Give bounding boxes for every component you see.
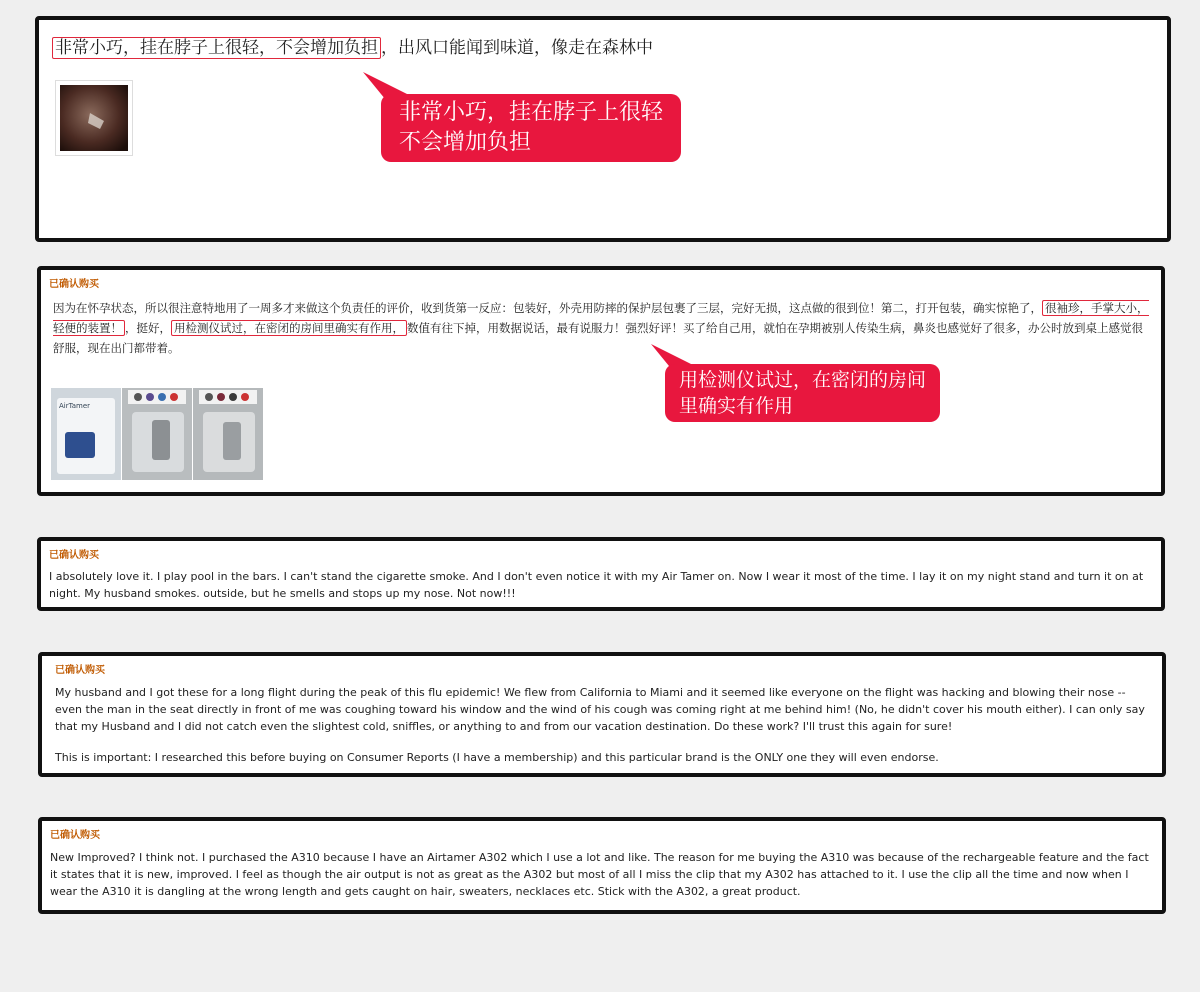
review-card-5: [38, 817, 1166, 914]
callout-bubble: [381, 94, 681, 162]
review-card-2: [37, 266, 1165, 496]
review-text-rest: ，出风口能闻到味道，像走在森林中: [381, 38, 653, 58]
review-text: [53, 298, 1153, 358]
review-text: New Improved? I think not. I purchased the A310 because I have an Airtamer A302 which I use a lot and like. The reason for me buying the A310 was because of the rechargeable feature and the fact it states that it is new, improved. I feel as though the air output is not as great as the A302 but most of all I miss the clip that my A302 has attached to it. I use the clip all the time and now when I wear the A310 it is dangling at the wrong length and gets caught on hair, sweaters, necklaces etc. Stick with the A302, a great product.: [50, 851, 1149, 898]
callout-line-2: 不会增加负担: [399, 130, 532, 155]
callout-bubble: [665, 364, 940, 422]
review-text-paragraph-1: My husband and I got these for a long flight during the peak of this flu epidemic! We flew from California to Miami and it seemed like everyone on the flight was hacking and blowing their nose -- even the man in the seat directly in front of me was coughing toward his window and the wind of his cough was coming right at me behind him! (No, he didn't cover his mouth either). I can only say that my Husband and I did not catch even the slightest cold, sniffles, or anything to and from our vacation destination. Do these work? I'll trust this again for sure!: [55, 686, 1145, 733]
review-card-1: [35, 16, 1171, 242]
callout-line-1: 用检测仪试过，在密闭的房间: [679, 369, 927, 391]
highlighted-phrase-1: 很袖珍，手掌大小，轻便的装置！: [53, 301, 1149, 335]
review-text-part-1: 因为在怀孕状态，所以很注意特地用了一周多才来做这个负责任的评价，收到货第一反应：包装好，外壳用防摔的保护层包裹了三层，完好无损，这点做的很到位！第二，打开包装，确实惊艳了，: [53, 301, 1042, 315]
highlighted-phrase: 非常小巧，挂在脖子上很轻，不会增加负担: [52, 37, 381, 59]
verified-purchase-badge: 已确认购买: [50, 830, 100, 841]
callout-line-1: 非常小巧，挂在脖子上很轻: [399, 100, 664, 125]
photo-image: [60, 85, 128, 151]
verified-purchase-badge: 已确认购买: [49, 550, 99, 561]
review-photo-1[interactable]: [51, 388, 121, 480]
review-photo-2[interactable]: [122, 388, 192, 480]
verified-purchase-badge: 已确认购买: [55, 665, 105, 676]
callout-line-2: 里确实有作用: [679, 395, 794, 417]
review-text-part-3: 数值有往下掉，用数据说话，最有说服力！强烈好评！买了给自己用，就怕在孕期被别人传染生病，鼻炎也感觉好了很多，办公时放到桌上感觉很舒服，现在出门都带着。: [53, 321, 1143, 355]
review-photo-thumbnail[interactable]: [55, 80, 133, 156]
photo-label: AirTamer: [59, 402, 91, 410]
review-text-paragraph-2: This is important: I researched this before buying on Consumer Reports (I have a membership) and this particular brand is the ONLY one they will even endorse.: [55, 751, 939, 764]
highlighted-phrase-2: 用检测仪试过，在密闭的房间里确实有作用，: [171, 320, 407, 336]
review-text: I absolutely love it. I play pool in the bars. I can't stand the cigarette smoke. And I don't even notice it with my Air Tamer on. Now I wear it most of the time. I lay it on my night stand and turn it on at night. My husband smokes. outside, but he smells and stops up my nose. Not now!!!: [49, 570, 1144, 600]
review-card-3: [37, 537, 1165, 611]
review-card-4: [38, 652, 1166, 777]
review-text: [52, 36, 653, 60]
review-photo-3[interactable]: [193, 388, 263, 480]
review-text-part-2: ，挺好，: [125, 321, 171, 335]
verified-purchase-badge: 已确认购买: [49, 279, 99, 290]
